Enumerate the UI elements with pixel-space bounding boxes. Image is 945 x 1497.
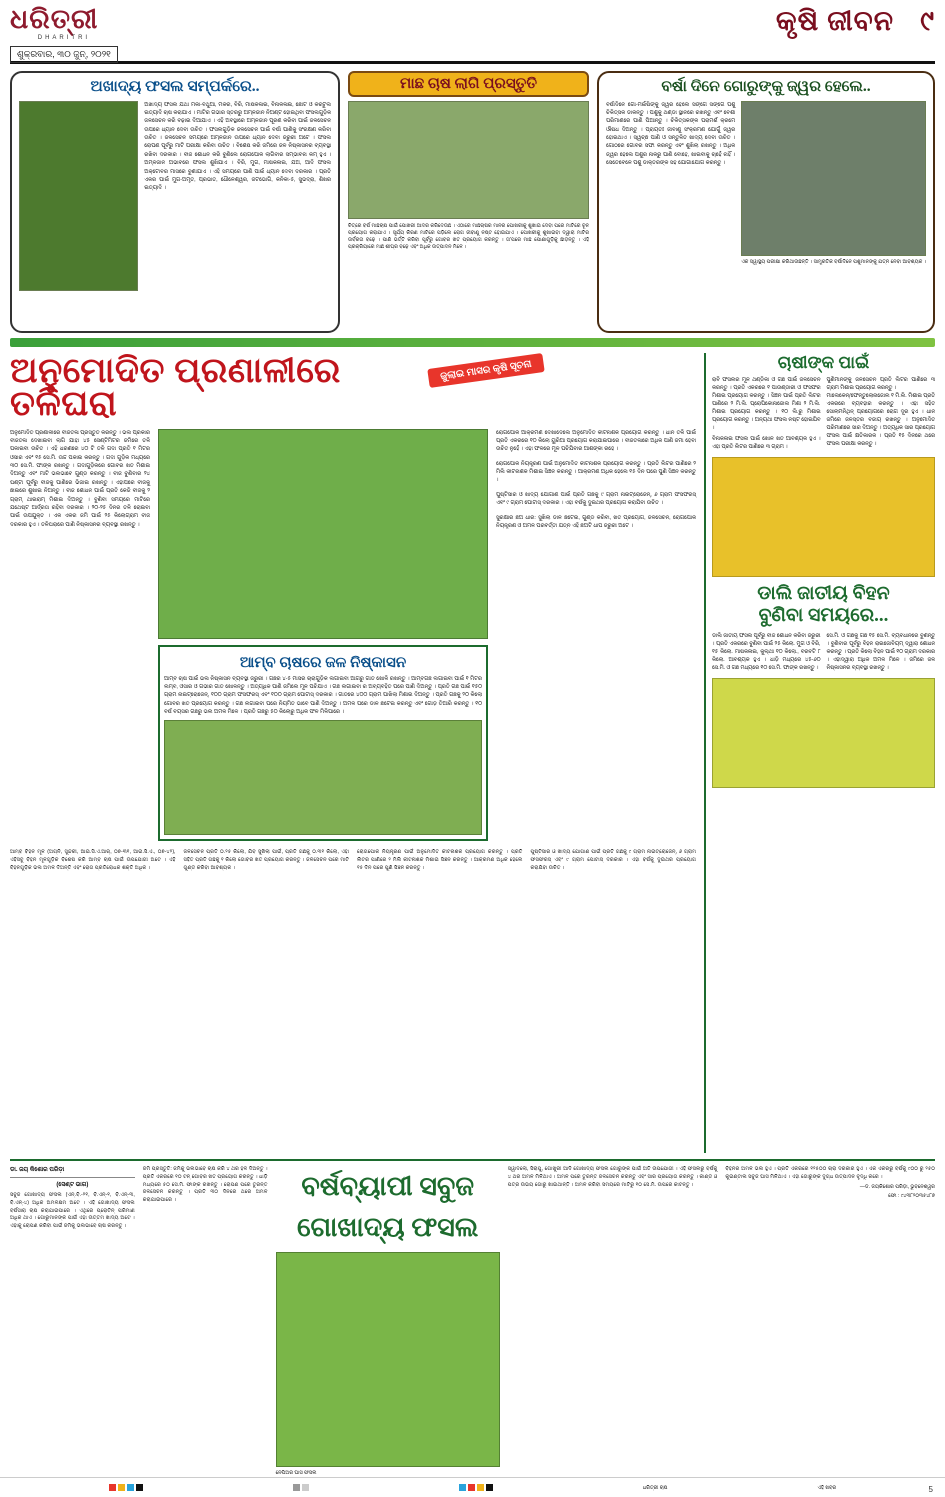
article-title-fish: ମାଛ ଚାଷ ଲାଗି ପ୍ରସ୍ତୁତି	[348, 71, 589, 97]
feature-col-c: ପୁଷ୍ଟିସାର ଓ ଖାଦ୍ୟ ଯୋଗାଣ ପାଇଁ ପ୍ରତି ଗଛକୁ ୯ ଗ୍ରାମ ନାଇଟ୍ରୋଜେନ୍, ୬ ଗ୍ରାମ ଫସଫରସ୍ ଏବଂ ୯ ଗ୍ରାମ ପୋଟାସ୍ ଦରକାର । ଏହା ବର୍ଷକୁ ଦୁଇଥର ପ୍ରୟୋଗ କରାଯିବା ଉଚିତ ।	[496, 491, 696, 507]
section-title: କୃଷି ଜୀବନ	[775, 6, 895, 37]
farmers-tips-title: ଚାଷୀଙ୍କ ପାଇଁ	[777, 353, 870, 372]
page-number: ୯	[920, 6, 935, 37]
section-title-block	[776, 6, 935, 38]
fodder-col-1	[10, 1166, 135, 1459]
feature-article	[10, 353, 696, 1153]
fodder-body-5: ବିହନର ଅମଳ ଭଲ ହୁଏ । ପ୍ରତି ଏକରରେ ୧୨୫୦୦ ଚାରା ଦରକାର ହୁଏ । ଏକ ଏକରରୁ ବର୍ଷକୁ ୯୦୦ ରୁ ୨୫୦ କୁଇଣ୍ଟାଲ ସବୁଜ ଘାସ ମିଳିଥାଏ । ଏହା ଗୋରୁଙ୍କ ଦୁଗ୍ଧ ଉତ୍ପାଦନ ବୃଦ୍ଧି କରେ ।	[725, 1166, 935, 1180]
article-box-cattle	[597, 71, 935, 333]
article-body-crops: ଅଖାଦ୍ୟ ଫସଲ ଯଥା ମକା-ବଥୁଆ, ମକର, ବିରି, ମାଷକଳାଇ, ବିନାକଳାଇ, ଛୋଟ ଓ କରଟୁଲ ଇତ୍ୟାଦି ଚାଷ କରାଯାଏ । ମାଟିର ଗଭୀର ସ୍ତରରୁ ଅମ୍ଳଜାନ ନିଅଣ୍ଟ ହୋଇଥିବା ଫସଲଗୁଡ଼ିକ ଜଳସେଚନ କରି ବଢ଼ାଇ ଦିଆଯାଏ । ଏହି ଅବସ୍ଥାରେ ଅମ୍ଳଜାନ ପୂରଣ କରିବା ପାଇଁ ଜଳସେଚନ ଉପରେ ଧ୍ୟାନ ଦେବା ଉଚିତ । ଫସଲଗୁଡ଼ିକ ଜଳସେଚନ ପାଇଁ ବର୍ଷା ପାଣିକୁ ସଂରକ୍ଷଣ କରିବା ଉଚିତ । ଜଳସେଚନ ସମୟରେ ଅମ୍ଳଜାନ ଉପରେ ଧ୍ୟାନ ଦେବା ଜରୁରୀ ଅଟେ । ଫସଲ ରୋପଣ ପୂର୍ବରୁ ମାଟି ପରୀକ୍ଷା କରିବା ଉଚିତ । ବିଶେଷ କରି ଜମିରେ ଜଳ ନିଷ୍କାସନର ବ୍ୟବସ୍ଥା ରଖିବା ଦରକାର । ବୀଜ ଶୋଧନ କରି ବୁଣିଲେ ରୋଗପୋକ ଲାଗିବାର ସମ୍ଭାବନା କମ୍ ହୁଏ । ଅମ୍ଳଜାନ ଅଭାବରେ ଫସଲ ଶୁଖିଯାଏ । ବିରି, ମୁଗ, ମାଷକଳାଇ, ଯଅ, ଆଦି ଫସଲ ଅକ୍ଟୋବର ମାସରେ ବୁଣାଯାଏ । ଏହି ସମୟରେ ପାଣି ପାଇଁ ଧ୍ୟାନ ଦେବା ଦରକାର । ପ୍ରତି ଏକର ପାଇଁ ମୁଗ-ଅମୃତ, ପ୍ରଭାତ, ଧୌଳେଶ୍ୱର, ଜଟଭୋଗି, କନିକା-୫, ସୁଭଦ୍ରା, ଶିଖର ଇତ୍ୟାଦି ।	[144, 101, 331, 192]
feature-lower-col-1: ଆମ୍ବ ବିହନ ମୂଳ (ଅଗ୍ନି, ସୁନ୍ଦରୀ, ଆଇ.ସି.ଏ.ଆର୍, ୦୭-୩୧, ଆଇ.ସି.ଏ., ୦୭-୪୨), ଏହିସବୁ ବିହନ ମୂଳଗୁଡ଼ିକ ବିଶେଷ କରି ଆମ୍ବ ଚାଷ ପାଇଁ ଉପଯୋଗୀ ଅଟେ । ଏହି ବିହନଗୁଡ଼ିକ ଭଲ ଅମଳ ଦିଅନ୍ତି ଏବଂ ରୋଗ ପ୍ରତିରୋଧକ ଶକ୍ତି ଅଧିକ ।	[10, 849, 176, 871]
feature-hero-photo	[158, 429, 488, 639]
section-divider-green	[10, 338, 935, 347]
issue-date: ଶୁକ୍ରବାର, ୩୦ ଜୁନ୍, ୨୦୨୧	[10, 46, 118, 63]
fodder-source: —ଡ. ଜୟକିଶୋର ପରିଡ଼ା, ଭୁବନେଶ୍ୱର	[859, 1183, 935, 1190]
mung-beans-photo	[712, 678, 935, 788]
fodder-phone: ଫୋ : ୯୪୩୮୨୦୩୫୪୮୭	[888, 1193, 935, 1200]
article-box-crops	[10, 71, 340, 333]
print-registration-bar	[0, 1477, 945, 1497]
feature-lower-col-3: ରୋଗପୋକ ନିୟନ୍ତ୍ରଣ ପାଇଁ ଅନୁମୋଦିତ କୀଟନାଶକ ପ୍ରୟୋଗ କରନ୍ତୁ । ପ୍ରତି ଲିଟର ପାଣିରେ ୨ ମିଲି କୀଟନାଶକ ମିଶାଇ ସିଞ୍ଚନ କରନ୍ତୁ । ଆକ୍ରମଣ ଅଧିକ ହେଲେ ୧୫ ଦିନ ପରେ ପୁଣି ସିଞ୍ଚନ କରନ୍ତୁ ।	[357, 849, 523, 871]
fodder-byline: ଡା. ଜୟ କିଶୋର ପରିଡ଼ା	[10, 1166, 135, 1178]
fodder-photo-caption: ନେପିଅର ଘାସ ଫସଲ	[275, 1470, 317, 1476]
footer-label-left: ଧରିତ୍ରୀ ଚାଷ	[642, 1484, 668, 1491]
feature-col-b: ରୋଗପୋକ ନିୟନ୍ତ୍ରଣ ପାଇଁ ଅନୁମୋଦିତ କୀଟନାଶକ ପ୍ରୟୋଗ କରନ୍ତୁ । ପ୍ରତି ଲିଟର ପାଣିରେ ୨ ମିଲି କୀଟନାଶକ ମିଶାଇ ସିଞ୍ଚନ କରନ୍ତୁ । ଆକ୍ରମଣ ଅଧିକ ହେଲେ ୧୫ ଦିନ ପରେ ପୁଣି ସିଞ୍ଚନ କରନ୍ତୁ ।	[496, 460, 696, 484]
feature-lead-continued: ରୋଗପୋକ ଆକ୍ରମଣ ଦେଖାଦେଲେ ଅନୁମୋଦିତ କୀଟନାଶକ ପ୍ରୟୋଗ କରନ୍ତୁ । ଧାନ ତଳି ପାଇଁ ପ୍ରତି ଏକରରେ ୧୦ କିଲୋ ୟୁରିଆ ପ୍ରୟୋଗ କରାଯାଇପାରେ । ବୀଜତଳାରେ ଅଧିକ ପାଣି ଜମା ହେବା ଉଚିତ ନୁହେଁ । ଏହା ଫଳରେ ମୂଳ ପଚିଯିବାର ଆଶଙ୍କା ରହେ ।	[496, 429, 696, 453]
pulse-seed-body-right: ସେ.ମି. ଓ ଗଛକୁ ଗଛ ୧୫ ସେ.ମି. ବ୍ୟବଧାନରେ ବୁଣନ୍ତୁ । ବୁଣିବାର ପୂର୍ବରୁ ବିହନ ରାଇଜୋବିୟମ୍ ଦ୍ୱାରା ଶୋଧନ କରନ୍ତୁ । ପ୍ରତି କିଲୋ ବିହନ ପାଇଁ ୧୦ ଗ୍ରାମ ଦରକାର । ଏହାଦ୍ୱାରା ଅଧିକ ଅମଳ ମିଳେ । ଜମିରେ ଜଳ ନିଷ୍କାସନର ବ୍ୟବସ୍ଥା ରଖନ୍ତୁ ।	[826, 633, 935, 671]
fodder-title: ବର୍ଷବ୍ୟାପୀ ସବୁଜ ଗୋଖାଦ୍ୟ ଫସଲ	[296, 1171, 479, 1242]
month-badge: ଜୁଲାଇ ମାସର କୃଷି ସୂଚନା	[427, 353, 544, 388]
fodder-body-1: ସବୁଜ ଗୋଖାଦ୍ୟ ଫସଲ (ଏନ୍.ବି.-୨୧, ବି.ଏନ୍-୧, ବି.ଏନ୍-୩, ବି.ଏନ୍-୪) ଅଧିକ ଅମଳକ୍ଷମ ଅଟେ । ଏହି ଗୋଖାଦ୍ୟ ଫସଲ ବର୍ଷସାରା ଚାଷ କରାଯାଇପାରେ । ଏଥିରେ ପ୍ରୋଟିନ୍ ପରିମାଣ ଅଧିକ ଥାଏ । ଗୋରୁମାନଙ୍କ ପାଇଁ ଏହା ଉତ୍ତମ ଖାଦ୍ୟ ଅଟେ । ଏହାକୁ ରୋପଣ କରିବା ପାଇଁ ଜମିକୁ ଭଲଭାବେ ଚାଷ କରନ୍ତୁ ।	[10, 1192, 135, 1230]
farmers-tips-bullet-2: ପୁଣିମାନଙ୍କୁ ଜଳସେଚନ ପ୍ରତି ଲିଟର ପାଣିରେ ୩ ଗ୍ରାମ ମିଶାଇ ପ୍ରୟୋଗ କରନ୍ତୁ ।	[826, 377, 935, 391]
logo-block	[10, 6, 118, 63]
fodder-col-2	[143, 1166, 268, 1459]
color-dots-left	[109, 1484, 143, 1491]
feature-lead: ଅନୁମୋଦିତ ପ୍ରଣାଳୀରେ ବୀଜତଳା ପ୍ରସ୍ତୁତ କରନ୍ତୁ । ଭଲ ପ୍ରକାର ବୀଜତଳା ଦେଖାଇବା ଲାଗି ଯାହା ୪୫ ସେଣ୍ଟିମିଟର ଜମିରେ ତଳି ପକାଇବା ଉଚିତ । ଏହି ଧରଣରେ ୪୦ ଟି ତଳି ଗଦା ପ୍ରତି ୧ ମିଟର ଓସାର ଏବଂ ୧୫ ସେ.ମି. ଉଚ୍ଚ ପକାଇ କରନ୍ତୁ । ଗଦା ଗୁଡ଼ିକ ମଧ୍ୟରେ ୩୦ ସେ.ମି. ଫାଙ୍କ ରଖନ୍ତୁ । ଗଦାଗୁଡ଼ିକରେ ଗୋବର ଖତ ମିଶାଇ ଦିଅନ୍ତୁ ଏବଂ ମାଟି ଭଲଭାବେ ଗୁଣ୍ଡ କରନ୍ତୁ । ବୀଜ ବୁଣିବାର ୨୪ ଘଣ୍ଟା ପୂର୍ବରୁ ବୀଜକୁ ପାଣିରେ ଭିଜାଇ ରଖନ୍ତୁ । ଏହାପରେ ବୀଜକୁ ଛାଇରେ ଶୁଖାଇ ନିଅନ୍ତୁ । ବୀଜ ଶୋଧନ ପାଇଁ ପ୍ରତି କେଜି ବୀଜକୁ ୨ ଗ୍ରାମ୍ ଥାଇରାମ୍ ମିଶାଇ ଦିଅନ୍ତୁ । ବୁଣିବା ସମୟରେ ମାଟିରେ ଯଥେଷ୍ଟ ଆର୍ଦ୍ରତା ରହିବା ଦରକାର । ୨୦-୨୫ ଦିନର ତଳି ରୋଇବା ପାଇଁ ଉପଯୁକ୍ତ । ଏକ ଏକର ଜମି ପାଇଁ ୨୫ କିଲୋଗ୍ରାମ ବୀଜ ଦରକାର ହୁଏ । ତଳିଘରାରେ ପାଣି ନିଷ୍କାସନର ବ୍ୟବସ୍ଥା ରଖନ୍ତୁ ।	[10, 429, 150, 528]
pulse-seed-body-left: ଡାଲି ଜାତୀୟ ଫସଲ ପୂର୍ବରୁ ବୀଜ ଶୋଧନ କରିବା ଜରୁରୀ । ପ୍ରତି ଏକରରେ ବୁଣିବା ପାଇଁ ୨୫ କିଲୋ. ମୁଗ ଓ ବିରି, ୧୫ କିଲୋ. ମାଷକଳାଇ, କୁଲ୍ଥୀ ୧୦ କିଲୋ., ବରବଟି ୮ କିଲୋ. ଆବଶ୍ୟକ ହୁଏ । ଧାଡ଼ି ମଧ୍ୟରେ ୪୫-୬୦ ସେ.ମି. ଓ ଗଛ ମଧ୍ୟରେ ୧୦ ସେ.ମି. ଫାଙ୍କ ରଖନ୍ତୁ ।	[712, 633, 821, 671]
feature-title-line1: ଅନୁମୋଦିତ ପ୍ରଣାଳୀରେ	[10, 351, 341, 390]
sidebar-article-title-mango: ଆମ୍ବ ଚାଷରେ ଜଳ ନିଷ୍କାସନ	[239, 654, 407, 671]
article-body-cattle: ବର୍ଷାଦିନେ ଗୋ-ମଇଁଷିଙ୍କୁ ଜ୍ୱର ହେଲେ ସଙ୍ଗେ ସଙ୍ଗେ ପଶୁ ଚିକିତ୍ସକ ଡାକନ୍ତୁ । ପଶୁକୁ ଥଣ୍ଡା ସ୍ଥାନରେ ରଖନ୍ତୁ ଏବଂ ବେଶୀ ପରିମାଣରେ ପାଣି ପିଆନ୍ତୁ । ଚିକିତ୍ସକଙ୍କ ପରାମର୍ଶ କ୍ରମେ ଔଷଧ ଦିଅନ୍ତୁ । ପ୍ରାୟତଃ ଜୀବାଣୁ ସଂକ୍ରମଣ ଯୋଗୁଁ ଜ୍ୱର ହୋଇଥାଏ । ସ୍ୱଚ୍ଛ ପାଣି ଓ ସନ୍ତୁଳିତ ଖାଦ୍ୟ ଦେବା ଉଚିତ । ଗୋଠରେ ଗୋବର ସଫା କରନ୍ତୁ ଏବଂ ଶୁଖିଲା ରଖନ୍ତୁ । ଅଧିକ ଜ୍ୱର ହେଲେ ପଶୁର ନାକରୁ ପାଣି ବୋହେ, ଖାଇବାକୁ ଚାହେଁ ନାହିଁ । ସେତେବେଳେ ପଶୁ ଡାକ୍ତରଙ୍କ ସହ ଯୋଗାଯୋଗ କରନ୍ତୁ ।	[606, 101, 736, 167]
farmers-tips-body-left: ରାବି ଫସଲର ମୂଳ ଥଣ୍ଡିକା ଓ ଗଛ ପାଇଁ ଜଳସେଚନ କରନ୍ତୁ । ପ୍ରତି ଏକରରେ ୧ ପାଉଣ୍ଡାରୀ ଓ ଫସଫର ମିଶାଇ ପ୍ରୟୋଗ କରନ୍ତୁ । ସିଞ୍ଚନ ପାଇଁ ପ୍ରତି ଲିଟର ପାଣିରେ ୨ ମି.ଲି. ପ୍ରୋପିକୋନାଜୋଲ ମିଶା ୨ ମି.ଲି. ମିଶାଇ ପ୍ରୟୋଗ କରନ୍ତୁ । ୧୦ ଲି.ରୁ ମିଶାଇ ପ୍ରୟୋଗ କରନ୍ତୁ । ଅନ୍ୟଥା ଫସଲ ନଷ୍ଟ ହୋଇଯିବ ।	[712, 377, 821, 431]
article-caption-fish: ଚିତ୍ରେ ବର୍ଷ ମାଛଚାଷ ପାଇଁ ପୋଖରୀ ଆଦର କରିଦେଉଛ । ଏଠାରେ ମାଛଚାଷର ମାନର ପୋଖରୀକୁ ଶୁଖାଇ ଦେବା ପରେ ମାଟିରେ ଚୂନ ପ୍ରୟୋଗ କରାଯାଏ । ସୂର୍ଯ୍ୟ କିରଣ ମାଟିରେ ପଡ଼ିଲେ ରୋଗ ଜୀବାଣୁ ନଷ୍ଟ ହୋଇଯାଏ । ପୋଖରୀକୁ ଶୁଖାଇବା ଦ୍ୱାରା ମାଟିର ଉର୍ବରତା ବଢ଼େ । ପାଣି ଭର୍ତ୍ତି କରିବା ପୂର୍ବରୁ ଗୋବର ଖତ ପ୍ରୟୋଗ କରନ୍ତୁ । ତା'ପରେ ମାଛ ପୋଣାଗୁଡ଼ିକୁ ଛାଡ଼ନ୍ତୁ । ଏହି ପ୍ରକ୍ରିୟାରେ ମାଛ ଶୀଘ୍ର ବଢ଼େ ଏବଂ ଅଧିକ ଉତ୍ପାଦନ ମିଳେ ।	[348, 223, 589, 250]
article-title-crops: ଅଖାଦ୍ୟ ଫସଲ ସମ୍ପର୍କରେ..	[90, 78, 260, 95]
sidebar-article-body-mango: ଆମ୍ବ ଚାଷ ପାଇଁ ଭଲ ନିଷ୍କାସନ ବ୍ୟବସ୍ଥା ଜରୁରୀ । ଗଛର ୪-୫ ମାସର ଚାରାଗୁଡ଼ିକ ଲଗାଇବା ଆଗରୁ ଗାତ ଖୋଳି ରଖନ୍ତୁ । ଆମ୍ବଗଛ ଲଗାଇବା ପାଇଁ ୧ ମିଟର ଲମ୍ବ, ଓସାର ଓ ଗଭୀର ଗାତ ଖୋଳନ୍ତୁ । ଅତ୍ୟଧିକ ପାଣି ଜମିଲେ ମୂଳ ପଚିଯାଏ । ଗଛ ଲଗାଇବା ର ଅବ୍ୟବହିତ ପରେ ପାଣି ଦିଅନ୍ତୁ । ପ୍ରତି ଗଛ ପାଇଁ ୧୫୦ ଗ୍ରାମ ନାଇଟ୍ରୋଜେନ୍, ୧୦୦ ଗ୍ରାମ ଫସଫରସ୍ ଏବଂ ୧୦୦ ଗ୍ରାମ ପୋଟାସ୍ ଦରକାର । ଗାତରେ ୪୦୦ ଗ୍ରାମ ପାଖିଲା ମିଶାଇ ଦିଅନ୍ତୁ । ପ୍ରତି ଗଛକୁ ୨୦ କିଲୋ ଗୋବର ଖତ ପ୍ରୟୋଗ କରନ୍ତୁ । ଗଛ ଲଗାଇବା ପରେ ନିୟମିତ ଭାବେ ପାଣି ଦିଅନ୍ତୁ । ଅମଳ ପରେ ଡାଳ ଛଟେଇ କରନ୍ତୁ ଏବଂ ଗୋଡ଼ ତିଆରି କରନ୍ତୁ । ୧୦ ବର୍ଷ ବୟସର ଗଛରୁ ଭଲ ଅମଳ ମିଳେ । ପ୍ରତି ଗଛରୁ ୫୦ କିଲୋରୁ ଅଧିକ ଫଳ ମିଳିପାରେ ।	[164, 675, 482, 715]
fodder-body-2: ଜମି ପ୍ରସ୍ତୁତି: ଜମିକୁ ଭଲଭାବେ ଚାଷ କରି ୪ ଥର ହଳ ଦିଅନ୍ତୁ । ପ୍ରତି ଏକରରେ ୧୦ ଟନ୍ ଗୋବର ଖତ ପ୍ରୟୋଗ କରନ୍ତୁ । ଧାଡ଼ି ମଧ୍ୟରେ ୫୦ ସେ.ମି. ଫାଙ୍କ ରଖନ୍ତୁ । ରୋପଣ ପରେ ତୁରନ୍ତ ଜଳସେଚନ କରନ୍ତୁ । ପ୍ରତି ୩୦ ଦିନରେ ଥରେ ଅମଳ କରାଯାଇପାରେ ।	[142, 1166, 268, 1204]
fodder-col-4	[508, 1166, 718, 1459]
fodder-body-4: ସ୍ୱାଦଲୋ, ସିରାପୁ, ଗୋଖୁରୀ ଆଦି ଗୋଖାଦ୍ୟ ଫସଲ ଗୋରୁଙ୍କ ପାଇଁ ଅତି ଉପଯୋଗୀ । ଏହି ଫସଲରୁ ବର୍ଷକୁ ୪ ଥର ଅମଳ ମିଳିଥାଏ । ଅମଳ ପରେ ତୁରନ୍ତ ଜଳସେଚନ କରନ୍ତୁ ଏବଂ ସାର ପ୍ରୟୋଗ କରନ୍ତୁ । କାଣ୍ଡ ଓ ପତ୍ର ଉଭୟ ଗୋରୁ ଖାଇଥାନ୍ତି । ଅମଳ କରିବା ସମୟରେ ମାଟିରୁ ୧୦ ସେ.ମି. ଉପରେ କାଟନ୍ତୁ ।	[507, 1166, 718, 1188]
feature-lower-col-4: ପୁଷ୍ଟିସାର ଓ ଖାଦ୍ୟ ଯୋଗାଣ ପାଇଁ ପ୍ରତି ଗଛକୁ ୯ ଗ୍ରାମ ନାଇଟ୍ରୋଜେନ୍, ୬ ଗ୍ରାମ ଫସଫରସ୍ ଏବଂ ୯ ଗ୍ରାମ ପୋଟାସ୍ ଦରକାର । ଏହା ବର୍ଷକୁ ଦୁଇଥର ପ୍ରୟୋଗ କରାଯିବା ଉଚିତ ।	[530, 849, 696, 871]
napier-grass-photo	[276, 1252, 500, 1467]
feature-lower-columns	[10, 849, 696, 872]
color-dots-mid	[293, 1484, 309, 1491]
pulse-seed-body	[712, 633, 935, 673]
sunflower-photo	[712, 457, 935, 577]
feature-lower-col-2: ଜଳସେଚନ ପ୍ରତି ୦.୨୫ କିଲୋ, ଯିବ ସୁଖିଲା ପାଇଁ, ପ୍ରତି ଗଛକୁ ୦.୩୧ କିଲୋ, ଏହା ସହିତ ପ୍ରତି ଗଛକୁ ୧ କିଲୋ ଗୋବର ଖତ ପ୍ରୟୋଗ କରନ୍ତୁ । ଜଳସେଚନ ପରେ ମାଟି ଗୁଣ୍ଡ କରିବା ଆବଶ୍ୟକ ।	[183, 849, 349, 871]
cattle-photo	[741, 101, 926, 256]
feature-col-d: ସୁରକ୍ଷାର ଛଅ ଧାର: ସୁଖିଲା ଡାଳ ଛଟେଇ, ଗୁଣ୍ଡ କରିବା, ଖତ ପ୍ରୟୋଗ, ଜଳସେଚନ, ରୋଗପୋକ ନିୟନ୍ତ୍ରଣ ଓ ଅମଳ ପରବର୍ତ୍ତୀ ଯତ୍ନ ଏହି ଛଅଟି ଧାପ ଜରୁରୀ ଅଟେ ।	[496, 514, 696, 529]
color-dots-right	[459, 1484, 493, 1491]
fodder-col-5	[725, 1166, 935, 1459]
publication-logo: ଧରିତ୍ରୀ	[10, 4, 99, 34]
article-box-fish	[348, 71, 589, 333]
fodder-article	[10, 1159, 935, 1476]
farmers-tips-column	[704, 353, 935, 1153]
footer-label-right: ଏହି ଖବର	[817, 1484, 837, 1491]
article-title-cattle: ବର୍ଷା ଦିନେ ଗୋରୁଙ୍କୁ ଜ୍ୱର ହେଲେ..	[661, 78, 871, 95]
masthead	[10, 6, 935, 64]
article-caption-cattle: ଏକ ସ୍ୱାସ୍ଥ୍ୟ ପରୀକ୍ଷା କରିଥାଉଛନ୍ତି । ସାମ୍ପ୍ରତିକ ବର୍ଷାଦିନେ ପଶୁମାନଙ୍କୁ ଯତ୍ନ ନେବା ଆବଶ୍ୟକ ।	[741, 258, 926, 265]
pulse-seed-title-1: ଡାଲି ଜାତୀୟ ବିହନ	[757, 583, 890, 605]
pulse-seed-title-2: ବୁଣିବା ସମୟରେ...	[758, 605, 889, 627]
top-articles-row	[10, 71, 935, 333]
fodder-subtitle: (ସେଣ୍ଟ ଭାଗ)	[56, 1182, 89, 1188]
farmers-tips-body-right: ମାଲେକେନ୍/ଫେନ୍ତୁଲୋନାଜୋଲ ୧ ମି.ଲି. ମିଶାଇ ପ୍ରତି ଏକରରେ ବ୍ୟବହାର କରନ୍ତୁ । ଏହା ସହିତ ସୋଲାମନିଥିନ୍ ପ୍ରୟୋଗରେ ରୋଗ ଦୂର ହୁଏ । ଧାନ ଜମିରେ ଜଳସ୍ତର ବଜାୟ ରଖନ୍ତୁ । ଅନୁମୋଦିତ ପରିମାଣରେ ସାର ଦିଅନ୍ତୁ । ଅତ୍ୟଧିକ ସାର ପ୍ରୟୋଗ ଫସଲ ପାଇଁ କ୍ଷତିକାରକ । ପ୍ରତି ୧୫ ଦିନରେ ଥରେ ଫସଲ ପରୀକ୍ଷା କରନ୍ତୁ ।	[826, 392, 935, 447]
crop-photo	[19, 101, 138, 291]
publication-logo-latin: DHARITRI	[37, 35, 91, 41]
farmers-tips-body	[712, 377, 935, 451]
farmers-tips-bullet-1: ବିନାକଳାଇ ଫସଲ ପାଇଁ ଖୋଳ ଖତ ଆବଶ୍ୟକ ହୁଏ । ଏହା ପ୍ରତି ଲିଟର ପାଣିରେ ୩ ଗ୍ରାମ ।	[712, 435, 821, 450]
sugarcane-photo	[164, 720, 482, 835]
pond-photo	[348, 101, 589, 219]
feature-title-line2: ତଳିଘରା	[10, 383, 118, 423]
feature-band	[10, 353, 935, 1153]
fodder-col-3	[275, 1166, 500, 1476]
footer-page-number: 5	[928, 1485, 933, 1494]
